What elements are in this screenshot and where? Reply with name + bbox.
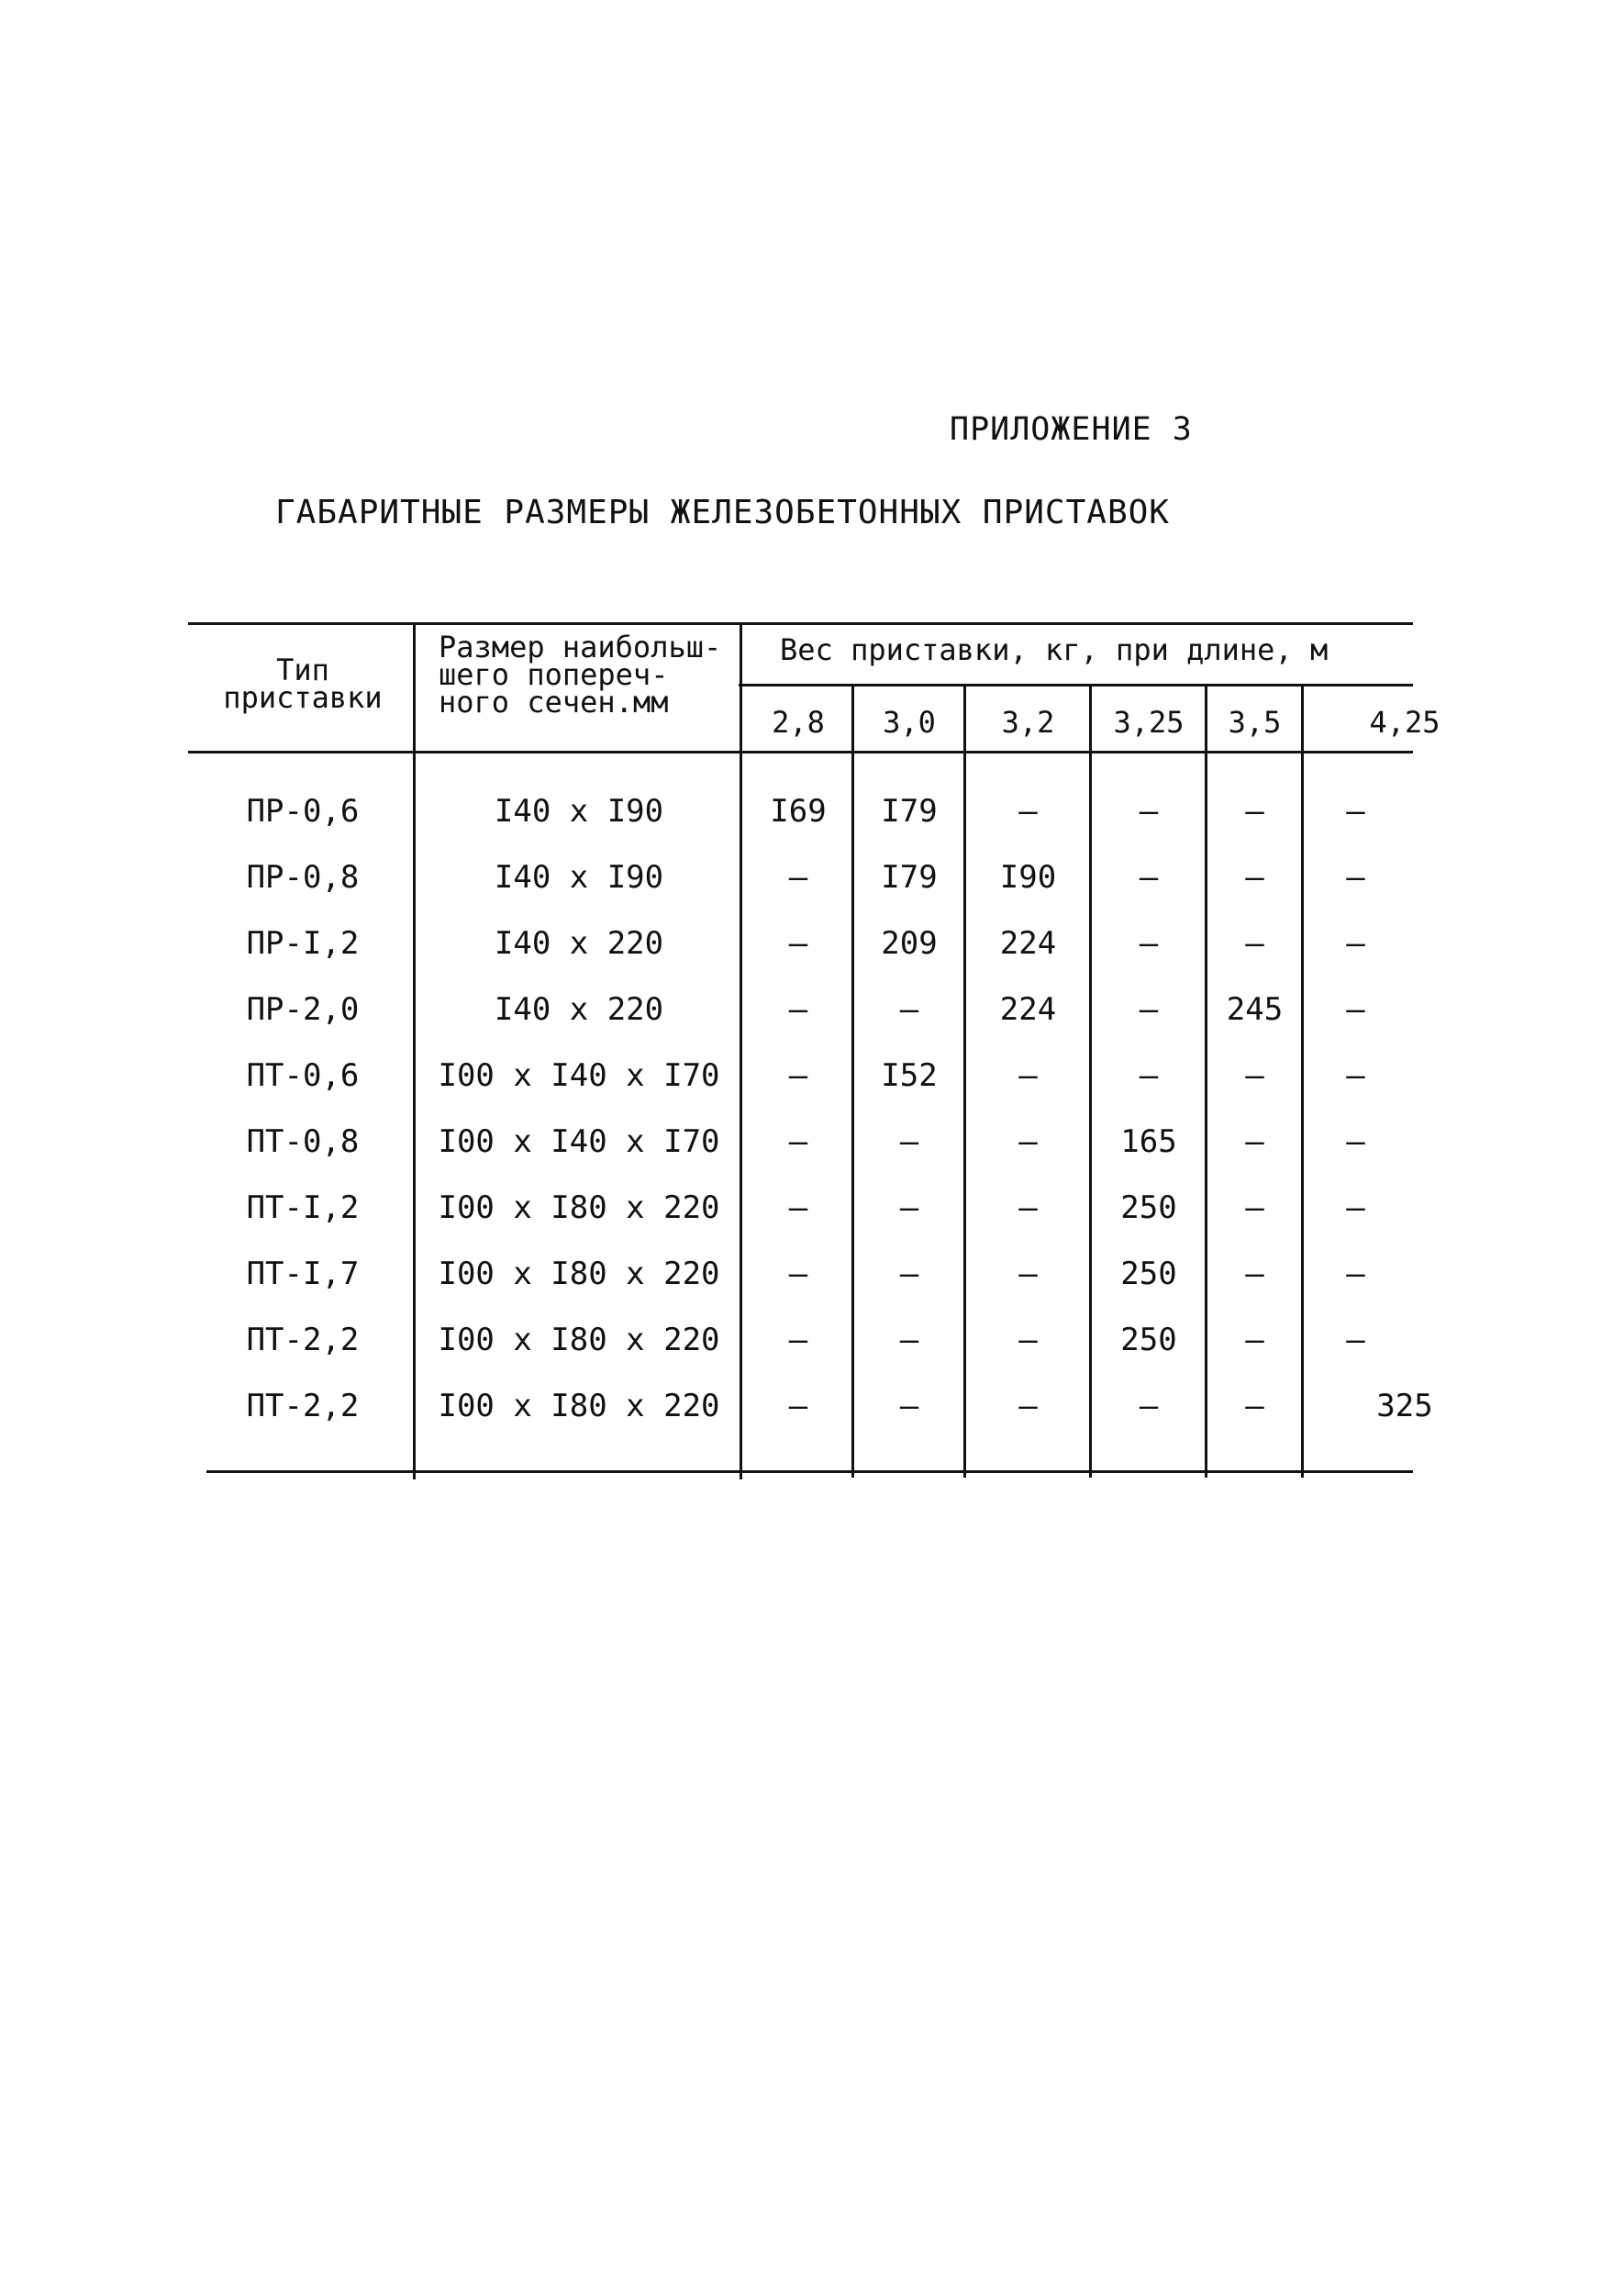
weight-cell: – — [1018, 1123, 1038, 1160]
weight-cell: – — [1245, 925, 1264, 962]
table-row — [0, 1043, 1624, 1109]
weight-cell: – — [1018, 1256, 1038, 1292]
weight-cell: – — [1139, 1057, 1159, 1094]
header-size-line: ного сечен.мм — [439, 685, 669, 720]
weight-cell: – — [1346, 1123, 1365, 1160]
size-cell: I40 х I90 — [494, 793, 664, 830]
size-cell: I00 х I40 х I70 — [438, 1123, 720, 1160]
weight-cell: I52 — [881, 1057, 938, 1094]
length-header: 2,8 — [772, 705, 825, 740]
size-cell: I00 х I80 х 220 — [438, 1322, 720, 1358]
header-size-line: шего попереч- — [439, 657, 669, 692]
length-header: 3,0 — [883, 705, 936, 740]
weight-cell: – — [899, 991, 919, 1028]
weight-cell: – — [1018, 1322, 1038, 1358]
weight-cell: – — [1346, 991, 1365, 1028]
weight-cell: 250 — [1120, 1189, 1177, 1226]
weight-cell: – — [1346, 1189, 1365, 1226]
table-row — [0, 844, 1624, 910]
table-top-rule — [188, 622, 1413, 625]
weight-cell: 224 — [999, 925, 1057, 962]
type-cell: ПТ-I,2 — [246, 1189, 360, 1226]
weight-cell: – — [899, 1256, 919, 1292]
type-cell: ПР-0,8 — [246, 859, 360, 896]
weight-cell: – — [1346, 1057, 1365, 1094]
weight-cell: – — [788, 991, 808, 1028]
weight-cell: – — [1245, 1189, 1264, 1226]
type-cell: ПР-0,6 — [246, 793, 360, 830]
table-row — [0, 1109, 1624, 1175]
weight-cell: – — [1346, 1256, 1365, 1292]
type-cell: ПТ-0,6 — [246, 1057, 360, 1094]
weight-cell: – — [788, 1388, 808, 1424]
table-row — [0, 1241, 1624, 1307]
weight-cell: – — [1346, 1322, 1365, 1358]
weight-cell: – — [1139, 859, 1159, 896]
table-row — [0, 910, 1624, 977]
weight-cell: – — [899, 1322, 919, 1358]
length-header: 3,2 — [1001, 705, 1055, 740]
weight-cell: – — [788, 1322, 808, 1358]
length-header: 3,25 — [1113, 705, 1185, 740]
size-cell: I00 х I80 х 220 — [438, 1256, 720, 1292]
weight-cell: – — [788, 859, 808, 896]
weight-cell: – — [899, 1189, 919, 1226]
weight-cell: 250 — [1120, 1322, 1177, 1358]
table-row — [0, 1373, 1624, 1439]
weight-cell: I69 — [770, 793, 827, 830]
type-cell: ПТ-0,8 — [246, 1123, 360, 1160]
weight-cell: – — [1018, 1189, 1038, 1226]
table-bottom-rule — [206, 1470, 1413, 1473]
size-cell: I00 х I80 х 220 — [438, 1388, 720, 1424]
length-header-rule — [739, 684, 1413, 686]
type-cell: ПР-2,0 — [246, 991, 360, 1028]
weight-cell: – — [788, 1189, 808, 1226]
weight-cell: – — [1245, 1388, 1264, 1424]
type-cell: ПТ-2,2 — [246, 1322, 360, 1358]
table-row — [0, 1307, 1624, 1373]
weight-cell: – — [788, 1123, 808, 1160]
weight-cell: – — [1139, 1388, 1159, 1424]
weight-cell: – — [1346, 859, 1365, 896]
table-row — [0, 1175, 1624, 1241]
weight-cell: – — [788, 925, 808, 962]
weight-cell: – — [1245, 793, 1264, 830]
weight-cell: 209 — [881, 925, 938, 962]
weight-cell: – — [1139, 793, 1159, 830]
weight-cell: – — [1245, 1057, 1264, 1094]
weight-cell: I90 — [999, 859, 1057, 896]
length-header: 4,25 — [1369, 705, 1440, 740]
weight-cell: – — [1245, 859, 1264, 896]
header-type — [193, 653, 413, 715]
size-cell: I40 х 220 — [494, 925, 664, 962]
header-bottom-rule — [188, 751, 1413, 753]
weight-cell: – — [1139, 925, 1159, 962]
header-type-line: Тип — [276, 653, 329, 687]
weight-cell: 245 — [1226, 991, 1284, 1028]
weight-cell: – — [1139, 991, 1159, 1028]
weight-cell: 250 — [1120, 1256, 1177, 1292]
size-cell: I40 х 220 — [494, 991, 664, 1028]
header-size-line: Размер наибольш- — [439, 630, 722, 664]
header-size — [439, 630, 740, 720]
table-row — [0, 778, 1624, 844]
table-row — [0, 977, 1624, 1043]
weight-cell: – — [1018, 1388, 1038, 1424]
header-weight: Вес приставки, кг, при длине, м — [780, 632, 1329, 667]
weight-cell: 165 — [1120, 1123, 1177, 1160]
type-cell: ПТ-2,2 — [246, 1388, 360, 1424]
weight-cell: – — [1245, 1322, 1264, 1358]
weight-cell: – — [788, 1057, 808, 1094]
weight-cell: 325 — [1376, 1388, 1433, 1424]
weight-cell: – — [1245, 1256, 1264, 1292]
weight-cell: – — [1346, 925, 1365, 962]
weight-cell: – — [1245, 1123, 1264, 1160]
size-cell: I00 х I40 х I70 — [438, 1057, 720, 1094]
header-type-line: приставки — [223, 680, 383, 715]
appendix-label: ПРИЛОЖЕНИЕ 3 — [950, 411, 1193, 448]
size-cell: I00 х I80 х 220 — [438, 1189, 720, 1226]
weight-cell: – — [1018, 793, 1038, 830]
size-cell: I40 х I90 — [494, 859, 664, 896]
weight-cell: – — [899, 1388, 919, 1424]
weight-cell: – — [1346, 793, 1365, 830]
type-cell: ПТ-I,7 — [246, 1256, 360, 1292]
page-title: ГАБАРИТНЫЕ РАЗМЕРЫ ЖЕЛЕЗОБЕТОННЫХ ПРИСТАВОК — [275, 494, 1170, 531]
length-header: 3,5 — [1228, 705, 1282, 740]
weight-cell: – — [788, 1256, 808, 1292]
weight-cell: I79 — [881, 793, 938, 830]
type-cell: ПР-I,2 — [246, 925, 360, 962]
weight-cell: – — [899, 1123, 919, 1160]
weight-cell: I79 — [881, 859, 938, 896]
weight-cell: – — [1018, 1057, 1038, 1094]
weight-cell: 224 — [999, 991, 1057, 1028]
